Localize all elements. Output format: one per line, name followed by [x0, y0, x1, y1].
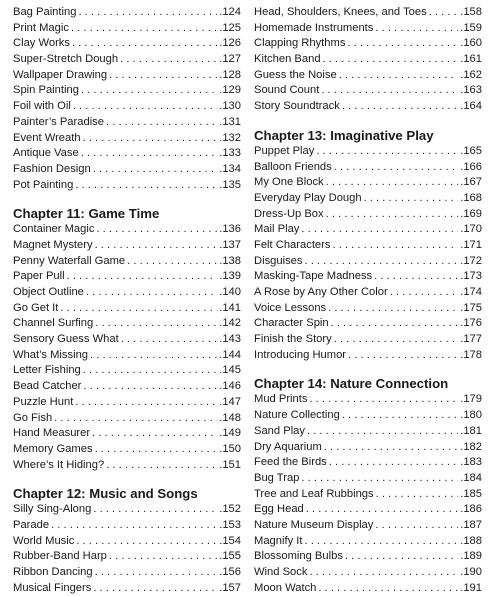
- entry-page-number: .142: [219, 317, 241, 330]
- toc-entry: [254, 392, 482, 408]
- entry-page-number: .124: [219, 6, 241, 18]
- toc-entry: [13, 115, 241, 131]
- dot-leader: [324, 440, 458, 456]
- entry-page-number: .131: [219, 115, 241, 128]
- entry-title: Hand Measurer: [13, 427, 91, 440]
- dot-leader: [347, 36, 458, 52]
- toc-entry: [254, 348, 482, 364]
- toc-entry: [254, 52, 482, 68]
- dot-leader: [375, 518, 458, 534]
- entry-page-number: .162: [460, 68, 482, 81]
- toc-right-column: [254, 5, 482, 596]
- dot-leader: [309, 565, 458, 581]
- toc-section: [254, 5, 482, 115]
- toc-entry: [13, 222, 241, 238]
- entry-title: Fashion Design: [13, 162, 91, 175]
- entry-title: Clapping Rhythms: [254, 37, 346, 50]
- toc-entry: [13, 99, 241, 115]
- toc-entry: [254, 332, 482, 348]
- toc-entry: [13, 534, 241, 550]
- entry-page-number: .177: [460, 333, 482, 346]
- dot-leader: [301, 222, 458, 238]
- toc-entry: [254, 316, 482, 332]
- dot-leader: [306, 502, 458, 518]
- entry-page-number: .126: [219, 37, 241, 50]
- toc-entry: [13, 36, 241, 52]
- dot-leader: [316, 144, 458, 160]
- entry-title: Wind Sock: [254, 566, 308, 578]
- entry-page-number: .158: [460, 6, 482, 18]
- entry-title: Sensory Guess What: [13, 333, 119, 346]
- dot-leader: [390, 285, 459, 301]
- toc-entry: [254, 5, 482, 21]
- entry-title: Channel Surfing: [13, 317, 94, 330]
- toc-entry: [254, 408, 482, 424]
- toc-entry: [13, 178, 241, 194]
- toc-entry: [13, 379, 241, 395]
- toc-entry: [254, 36, 482, 52]
- entry-page-number: .187: [460, 518, 482, 531]
- dot-leader: [109, 549, 217, 565]
- dot-leader: [305, 254, 459, 270]
- toc-entry: [13, 316, 241, 332]
- toc-entry: [254, 301, 482, 317]
- entry-page-number: .169: [460, 207, 482, 220]
- entry-page-number: .138: [219, 254, 241, 267]
- dot-leader: [60, 301, 217, 317]
- entry-page-number: .191: [460, 581, 482, 594]
- entry-title: Bead Catcher: [13, 380, 82, 393]
- toc-entry: [254, 160, 482, 176]
- entry-title: Silly Sing-Along: [13, 503, 92, 516]
- dot-leader: [339, 68, 459, 84]
- dot-leader: [51, 518, 217, 534]
- entry-page-number: .178: [460, 348, 482, 361]
- entry-page-number: .125: [219, 21, 241, 34]
- dot-leader: [83, 363, 217, 379]
- toc-entry: [254, 455, 482, 471]
- entry-page-number: .154: [219, 534, 241, 547]
- entry-title: Kitchen Band: [254, 53, 321, 66]
- dot-leader: [83, 131, 218, 147]
- entry-title: Story Soundtrack: [254, 100, 340, 113]
- dot-leader: [334, 160, 458, 176]
- dot-leader: [321, 83, 458, 99]
- dot-leader: [95, 565, 218, 581]
- toc-entry: [254, 238, 482, 254]
- toc-entry: [13, 301, 241, 317]
- entry-title: Musical Fingers: [13, 581, 92, 594]
- entry-page-number: .148: [219, 411, 241, 424]
- entry-title: Sound Count: [254, 84, 320, 97]
- toc-entry: [13, 52, 241, 68]
- dot-leader: [72, 36, 217, 52]
- entry-title: Memory Games: [13, 442, 93, 455]
- entry-title: Super-Stretch Dough: [13, 53, 119, 66]
- toc-entry: [13, 162, 241, 178]
- entry-page-number: .159: [460, 21, 482, 34]
- toc-section: [13, 5, 241, 193]
- entry-page-number: .171: [460, 238, 482, 251]
- toc-entry: [254, 21, 482, 37]
- entry-page-number: .161: [460, 53, 482, 66]
- entry-title: Go Get It: [13, 301, 59, 314]
- toc-section: [254, 392, 482, 596]
- entry-page-number: .127: [219, 53, 241, 66]
- entry-title: Mud Prints: [254, 393, 308, 406]
- entry-page-number: .150: [219, 442, 241, 455]
- entry-title: Paper Pull: [13, 270, 65, 283]
- dot-leader: [93, 162, 217, 178]
- entry-title: A Rose by Any Other Color: [254, 286, 388, 298]
- dot-leader: [95, 316, 217, 332]
- toc-entry: [13, 269, 241, 285]
- entry-page-number: .129: [219, 84, 241, 97]
- entry-page-number: .184: [460, 471, 482, 484]
- toc-entry: [254, 99, 482, 115]
- entry-title: Voice Lessons: [254, 301, 327, 314]
- toc-entry: [254, 191, 482, 207]
- entry-page-number: .173: [460, 270, 482, 283]
- dot-leader: [374, 269, 458, 285]
- entry-page-number: .165: [460, 144, 482, 157]
- entry-page-number: .149: [219, 427, 241, 440]
- entry-title: Magnet Mystery: [13, 238, 93, 251]
- entry-page-number: .146: [219, 380, 241, 393]
- dot-leader: [326, 175, 459, 191]
- dot-leader: [329, 455, 458, 471]
- chapter-heading: Chapter 14: Nature Connection: [254, 376, 449, 392]
- dot-leader: [67, 269, 218, 285]
- toc-entry: [13, 238, 241, 254]
- dot-leader: [376, 487, 459, 503]
- entry-page-number: .189: [460, 550, 482, 563]
- entry-title: Spin Painting: [13, 84, 79, 97]
- entry-page-number: .190: [460, 566, 482, 578]
- dot-leader: [318, 581, 458, 596]
- dot-leader: [309, 392, 458, 408]
- entry-title: Character Spin: [254, 317, 329, 330]
- entry-title: Magnify It: [254, 534, 303, 547]
- entry-page-number: .132: [219, 131, 241, 144]
- toc-entry: [254, 471, 482, 487]
- dot-leader: [331, 316, 459, 332]
- entry-title: Head, Shoulders, Knees, and Toes: [254, 6, 427, 18]
- entry-title: Tree and Leaf Rubbings: [254, 487, 374, 500]
- dot-leader: [78, 5, 217, 21]
- entry-title: Rubber-Band Harp: [13, 550, 107, 563]
- entry-title: Masking-Tape Madness: [254, 270, 373, 283]
- dot-leader: [120, 52, 217, 68]
- dot-leader: [342, 408, 458, 424]
- toc-entry: [13, 285, 241, 301]
- entry-title: Everyday Play Dough: [254, 191, 362, 204]
- entry-title: Egg Head: [254, 503, 304, 516]
- toc-entry: [13, 131, 241, 147]
- dot-leader: [332, 238, 458, 254]
- entry-page-number: .188: [460, 534, 482, 547]
- entry-title: Clay Works: [13, 37, 70, 50]
- entry-title: Go Fish: [13, 411, 53, 424]
- dot-leader: [81, 146, 217, 162]
- entry-page-number: .155: [219, 550, 241, 563]
- toc-entry: [254, 254, 482, 270]
- toc-entry: [254, 487, 482, 503]
- toc-section: [13, 222, 241, 473]
- entry-title: Penny Waterfall Game: [13, 254, 126, 267]
- dot-leader: [109, 68, 217, 84]
- entry-page-number: .183: [460, 456, 482, 469]
- entry-title: Dry Aquarium: [254, 440, 322, 453]
- toc-entry: [254, 269, 482, 285]
- dot-leader: [71, 21, 217, 37]
- entry-page-number: .166: [460, 160, 482, 173]
- entry-page-number: .141: [219, 301, 241, 314]
- dot-leader: [375, 21, 458, 37]
- entry-page-number: .185: [460, 487, 482, 500]
- toc-entry: [13, 581, 241, 596]
- dot-leader: [93, 581, 217, 596]
- entry-title: Moon Watch: [254, 581, 317, 594]
- entry-page-number: .179: [460, 393, 482, 406]
- dot-leader: [106, 115, 217, 131]
- entry-page-number: .143: [219, 333, 241, 346]
- entry-title: Mail Play: [254, 223, 300, 236]
- dot-leader: [73, 99, 217, 115]
- entry-title: Homemade Instruments: [254, 21, 374, 34]
- entry-title: Painter’s Paradise: [13, 115, 105, 128]
- dot-leader: [93, 502, 217, 518]
- toc-entry: [13, 146, 241, 162]
- entry-page-number: .160: [460, 37, 482, 50]
- entry-page-number: .186: [460, 503, 482, 516]
- entry-page-number: .180: [460, 409, 482, 422]
- dot-leader: [86, 285, 217, 301]
- entry-page-number: .134: [219, 162, 241, 175]
- dot-leader: [121, 332, 218, 348]
- toc-entry: [254, 424, 482, 440]
- toc-entry: [13, 363, 241, 379]
- toc-entry: [13, 549, 241, 565]
- entry-page-number: .164: [460, 100, 482, 113]
- entry-page-number: .168: [460, 191, 482, 204]
- toc-section: [13, 502, 241, 596]
- entry-title: Letter Fishing: [13, 364, 81, 377]
- toc-entry: [254, 83, 482, 99]
- dot-leader: [127, 254, 217, 270]
- entry-page-number: .181: [460, 424, 482, 437]
- entry-page-number: .176: [460, 317, 482, 330]
- toc-entry: [254, 222, 482, 238]
- entry-title: Blossoming Bulbs: [254, 550, 343, 563]
- dot-leader: [323, 52, 459, 68]
- toc-entry: [13, 502, 241, 518]
- dot-leader: [95, 238, 218, 254]
- toc-entry: [13, 21, 241, 37]
- dot-leader: [345, 549, 458, 565]
- entry-title: World Music: [13, 534, 75, 547]
- entry-title: Pot Painting: [13, 178, 74, 191]
- dot-leader: [342, 99, 458, 115]
- toc-entry: [13, 332, 241, 348]
- entry-page-number: .128: [219, 68, 241, 81]
- entry-page-number: .136: [219, 223, 241, 236]
- entry-title: What’s Missing: [13, 348, 89, 361]
- entry-page-number: .182: [460, 440, 482, 453]
- dot-leader: [429, 5, 459, 21]
- entry-page-number: .151: [219, 458, 241, 471]
- entry-title: Puzzle Hunt: [13, 395, 74, 408]
- toc-entry: [254, 144, 482, 160]
- toc-entry: [13, 395, 241, 411]
- entry-page-number: .137: [219, 238, 241, 251]
- entry-title: Bug Trap: [254, 471, 300, 484]
- entry-title: Antique Vase: [13, 147, 79, 160]
- entry-page-number: .140: [219, 286, 241, 298]
- dot-leader: [75, 178, 217, 194]
- toc-entry: [254, 518, 482, 534]
- entry-title: Felt Characters: [254, 238, 331, 251]
- entry-title: Nature Museum Display: [254, 518, 374, 531]
- chapter-heading: Chapter 12: Music and Songs: [13, 486, 198, 502]
- entry-title: My One Block: [254, 176, 324, 189]
- entry-title: Nature Collecting: [254, 409, 340, 422]
- entry-page-number: .139: [219, 270, 241, 283]
- dot-leader: [328, 301, 458, 317]
- dot-leader: [96, 222, 217, 238]
- dot-leader: [81, 83, 217, 99]
- entry-page-number: .163: [460, 84, 482, 97]
- toc-section: [254, 144, 482, 364]
- entry-title: Object Outline: [13, 286, 84, 298]
- chapter-heading: Chapter 13: Imaginative Play: [254, 127, 434, 143]
- entry-title: Parade: [13, 518, 50, 531]
- entry-title: Wallpaper Drawing: [13, 68, 108, 81]
- entry-title: Guess the Noise: [254, 68, 337, 81]
- entry-page-number: .130: [219, 100, 241, 113]
- toc-entry: [13, 518, 241, 534]
- entry-page-number: .133: [219, 147, 241, 160]
- dot-leader: [334, 332, 458, 348]
- entry-title: Event Wreath: [13, 131, 81, 144]
- toc-entry: [254, 502, 482, 518]
- entry-title: Finish the Story: [254, 333, 332, 346]
- entry-page-number: .153: [219, 518, 241, 531]
- dot-leader: [83, 379, 217, 395]
- entry-page-number: .135: [219, 178, 241, 191]
- entry-page-number: .144: [219, 348, 241, 361]
- entry-title: Ribbon Dancing: [13, 566, 93, 578]
- entry-title: Bag Painting: [13, 6, 77, 18]
- toc-entry: [13, 458, 241, 474]
- toc-entry: [13, 426, 241, 442]
- toc-entry: [254, 207, 482, 223]
- entry-title: Introducing Humor: [254, 348, 347, 361]
- entry-title: Sand Play: [254, 424, 305, 437]
- toc-entry: [254, 581, 482, 596]
- chapter-heading: Chapter 11: Game Time: [13, 206, 160, 222]
- entry-page-number: .170: [460, 223, 482, 236]
- dot-leader: [75, 395, 217, 411]
- toc-entry: [254, 285, 482, 301]
- dot-leader: [92, 426, 217, 442]
- entry-title: Puppet Play: [254, 144, 315, 157]
- entry-title: Feed the Birds: [254, 456, 327, 469]
- toc-entry: [13, 565, 241, 581]
- toc-entry: [13, 442, 241, 458]
- toc-entry: [254, 68, 482, 84]
- dot-leader: [301, 471, 458, 487]
- toc-entry: [13, 411, 241, 427]
- entry-page-number: .147: [219, 395, 241, 408]
- toc-entry: [13, 5, 241, 21]
- dot-leader: [348, 348, 458, 364]
- toc-entry: [254, 175, 482, 191]
- toc-entry: [254, 565, 482, 581]
- entry-page-number: .167: [460, 176, 482, 189]
- toc-entry: [254, 549, 482, 565]
- entry-title: Disguises: [254, 254, 303, 267]
- entry-page-number: .145: [219, 364, 241, 377]
- entry-title: Container Magic: [13, 223, 95, 236]
- dot-leader: [305, 534, 459, 550]
- dot-leader: [95, 442, 218, 458]
- toc-entry: [13, 83, 241, 99]
- entry-title: Foil with Oil: [13, 100, 71, 113]
- toc-entry: [13, 254, 241, 270]
- entry-page-number: .152: [219, 503, 241, 516]
- toc-entry: [254, 534, 482, 550]
- toc-left-column: [13, 5, 241, 596]
- entry-page-number: .175: [460, 301, 482, 314]
- toc-entry: [254, 440, 482, 456]
- entry-page-number: .174: [460, 286, 482, 298]
- entry-page-number: .156: [219, 566, 241, 578]
- toc-entry: [13, 348, 241, 364]
- dot-leader: [307, 424, 458, 440]
- dot-leader: [326, 207, 459, 223]
- entry-title: Balloon Friends: [254, 160, 332, 173]
- dot-leader: [76, 534, 217, 550]
- entry-page-number: .172: [460, 254, 482, 267]
- toc-entry: [13, 68, 241, 84]
- dot-leader: [90, 348, 217, 364]
- entry-page-number: .157: [219, 581, 241, 594]
- entry-title: Where’s It Hiding?: [13, 458, 105, 471]
- dot-leader: [364, 191, 459, 207]
- dot-leader: [54, 411, 217, 427]
- entry-title: Print Magic: [13, 21, 69, 34]
- entry-title: Dress-Up Box: [254, 207, 324, 220]
- dot-leader: [106, 458, 217, 474]
